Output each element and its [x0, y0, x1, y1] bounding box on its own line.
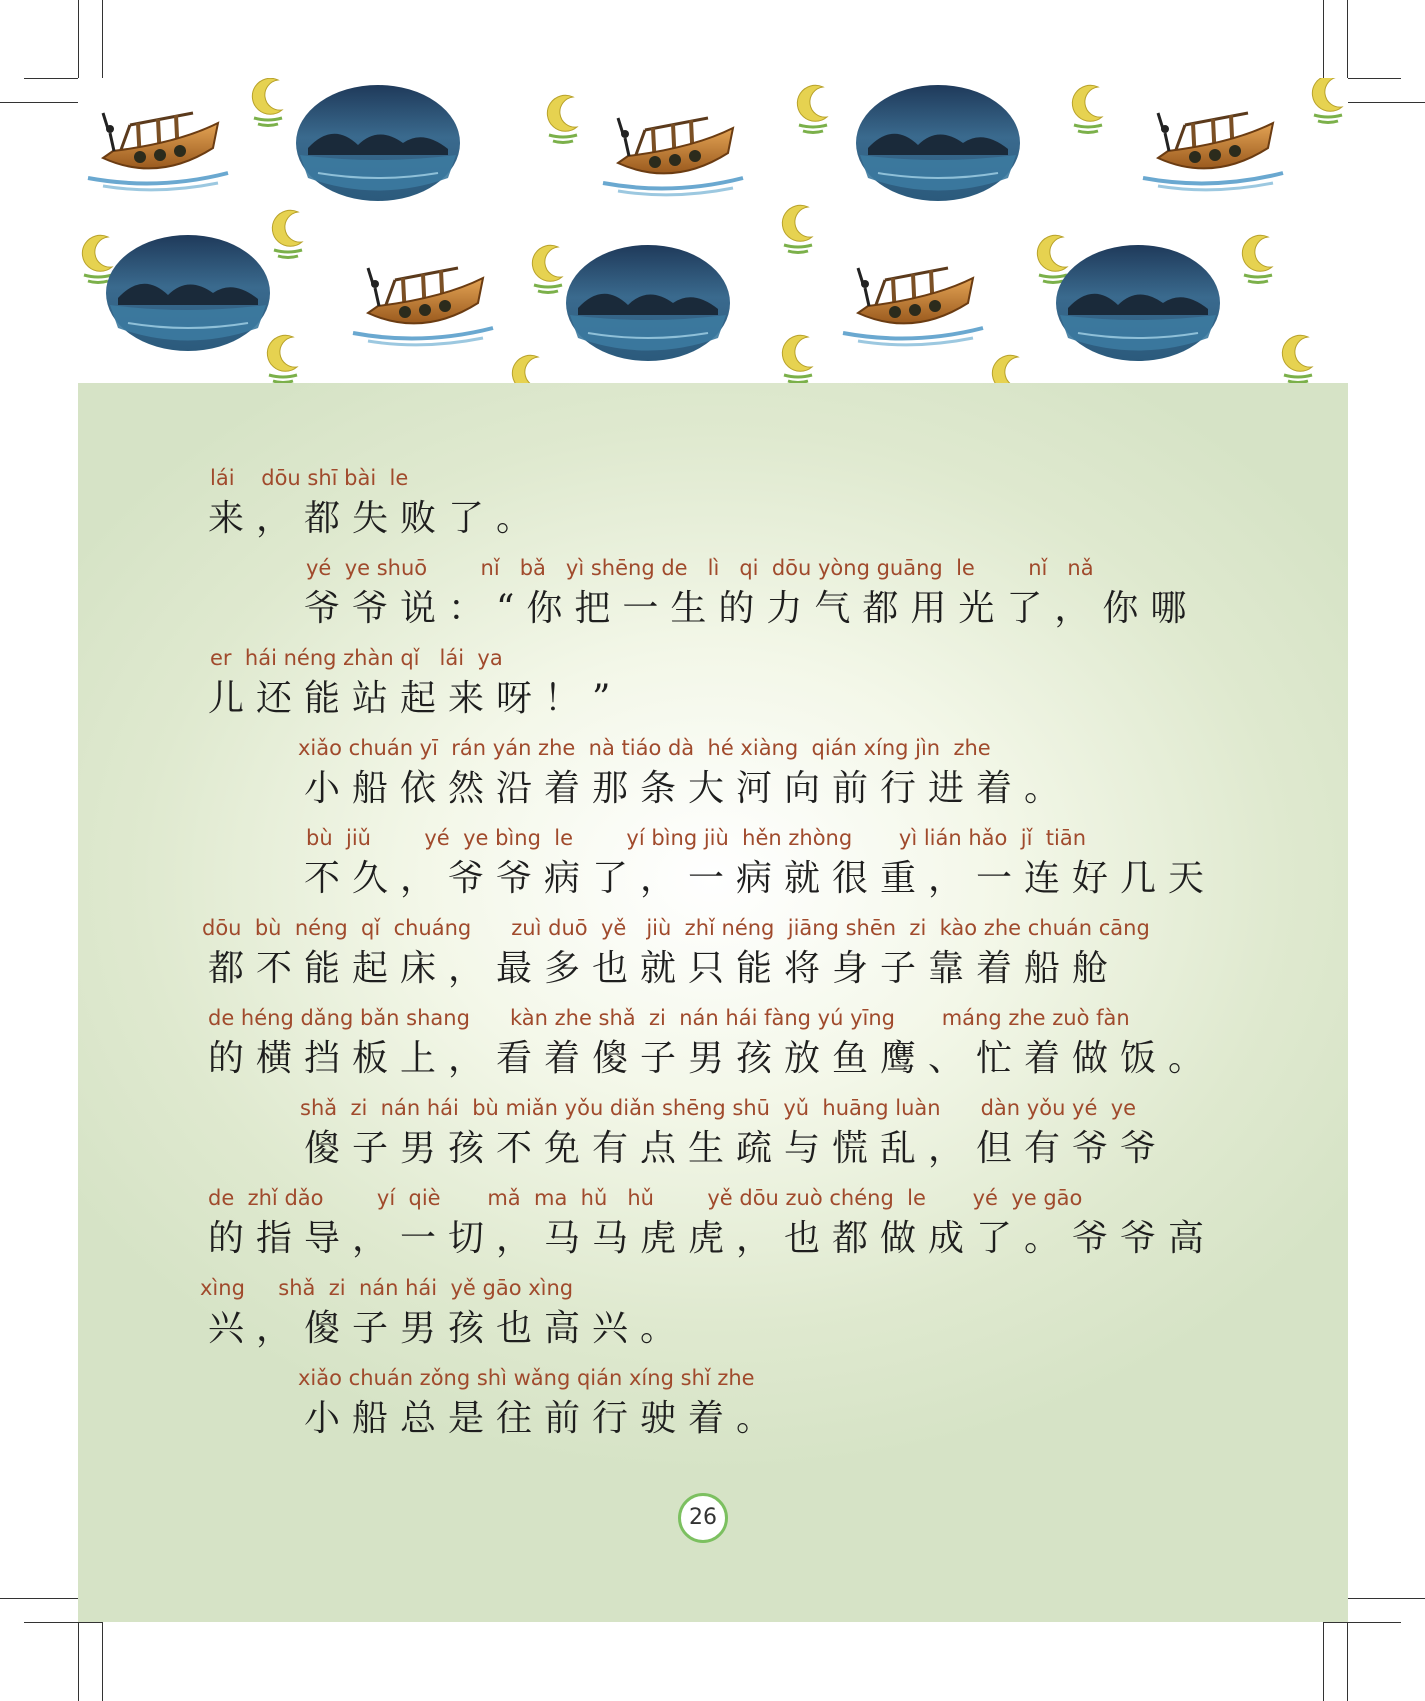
- hanzi-line: 儿还能站起来呀！”: [208, 678, 623, 719]
- hanzi-line: 傻子男孩不免有点生疏与慌乱，但有爷爷: [304, 1128, 1169, 1169]
- pinyin-line: de héng dǎng bǎn shang kàn zhe shǎ zi nán hái fàng yú yīng máng zhe zuò fàn: [208, 1006, 1130, 1030]
- hanzi-line: 爷爷说：“你把一生的力气都用光了，你哪: [304, 588, 1199, 629]
- hanzi-line: 不久，爷爷病了，一病就很重，一连好几天: [304, 858, 1217, 899]
- hanzi-line: 来，都失败了。: [208, 498, 545, 539]
- hanzi-line: 兴，傻子男孩也高兴。: [208, 1308, 689, 1349]
- pinyin-line: xìng shǎ zi nán hái yě gāo xìng: [200, 1276, 574, 1300]
- pinyin-line: de zhǐ dǎo yí qiè mǎ ma hǔ hǔ yě dōu zuò chéng le yé ye gāo: [208, 1186, 1083, 1210]
- pinyin-line: bù jiǔ yé ye bìng le yí bìng jiù hěn zhòng yì lián hǎo jǐ tiān: [306, 826, 1087, 850]
- pinyin-line: dōu bù néng qǐ chuáng zuì duō yě jiù zhǐ néng jiāng shēn zi kào zhe chuán cāng: [202, 916, 1150, 940]
- crop-mark: [1323, 1622, 1401, 1623]
- hanzi-line: 的指导，一切，马马虎虎，也都做成了。爷爷高: [208, 1218, 1217, 1259]
- page-number: 26: [678, 1493, 728, 1543]
- crop-mark: [102, 1622, 103, 1701]
- pinyin-line: xiǎo chuán zǒng shì wǎng qián xíng shǐ zhe: [298, 1366, 755, 1390]
- crop-mark: [24, 1622, 102, 1623]
- crop-mark: [102, 0, 103, 78]
- pinyin-line: yé ye shuō nǐ bǎ yì shēng de lì qi dōu yòng guāng le nǐ nǎ: [306, 556, 1094, 580]
- text-panel: [78, 383, 1348, 1622]
- pinyin-line: shǎ zi nán hái bù miǎn yǒu diǎn shēng shū yǔ huāng luàn dàn yǒu yé ye: [300, 1096, 1137, 1120]
- hanzi-line: 小船总是往前行驶着。: [304, 1398, 785, 1439]
- hanzi-line: 的横挡板上，看着傻子男孩放鱼鹰、忙着做饭。: [208, 1038, 1217, 1079]
- crop-mark: [1323, 1622, 1324, 1701]
- pinyin-line: lái dōu shī bài le: [210, 466, 409, 490]
- pinyin-line: er hái néng zhàn qǐ lái ya: [210, 646, 503, 670]
- pinyin-line: xiǎo chuán yī rán yán zhe nà tiáo dà hé xiàng qián xíng jìn zhe: [298, 736, 991, 760]
- illustration-banner: [78, 78, 1348, 383]
- crop-mark: [1323, 0, 1324, 78]
- hanzi-line: 都不能起床，最多也就只能将身子靠着船舱: [208, 948, 1121, 989]
- hanzi-line: 小船依然沿着那条大河向前行进着。: [304, 768, 1073, 809]
